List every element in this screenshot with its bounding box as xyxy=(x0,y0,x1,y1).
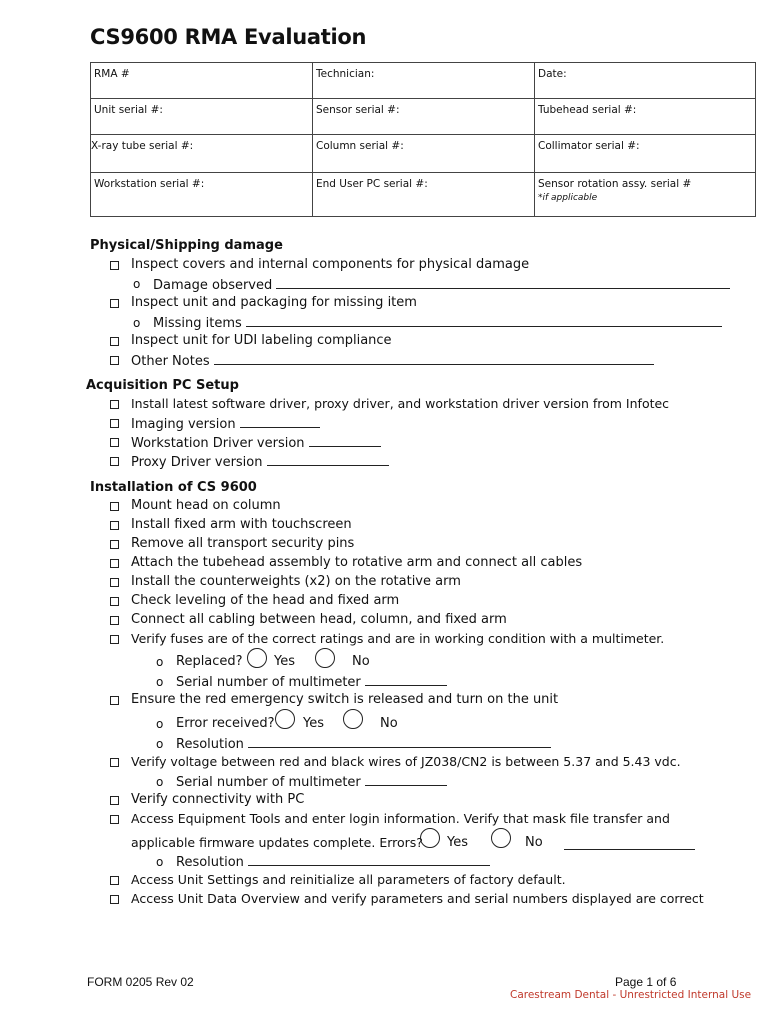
item-inspect-covers: Inspect covers and internal components for physical damage xyxy=(131,257,530,272)
form-number: FORM 0205 Rev 02 xyxy=(87,975,194,989)
proxy-driver-line[interactable] xyxy=(267,453,389,466)
replaced-yes-label: Yes xyxy=(274,654,295,669)
workstation-driver-label: Workstation Driver version xyxy=(131,436,305,451)
classification-label: Carestream Dental - Unrestricted Internal Use xyxy=(510,989,752,1001)
other-notes-field[interactable] xyxy=(131,352,654,369)
date-cell[interactable]: Date: xyxy=(535,63,756,99)
missing-items-field[interactable] xyxy=(153,314,722,331)
imaging-version-label: Imaging version xyxy=(131,417,236,432)
radio-replaced-yes[interactable] xyxy=(247,648,267,668)
item-check-leveling: Check leveling of the head and fixed arm xyxy=(131,593,400,608)
checkbox-emergency-switch[interactable] xyxy=(110,696,119,705)
checkbox-install-counterweights[interactable] xyxy=(110,578,119,587)
resolution-field-1[interactable] xyxy=(176,735,551,752)
item-mount-head: Mount head on column xyxy=(131,498,281,513)
item-access-tools-line1: Access Equipment Tools and enter login information. Verify that mask file transfer and xyxy=(131,811,670,826)
collimator-serial-cell[interactable]: Collimator serial #: xyxy=(535,135,756,173)
resolution-line-2[interactable] xyxy=(248,853,490,866)
technician-cell[interactable]: Technician: xyxy=(313,63,535,99)
xray-tube-serial-cell[interactable]: X-ray tube serial #: xyxy=(91,135,313,173)
multimeter-serial-line-2[interactable] xyxy=(365,773,447,786)
missing-items-label: Missing items xyxy=(153,316,242,331)
checkbox-inspect-covers[interactable] xyxy=(110,261,119,270)
item-install-fixed-arm: Install fixed arm with touchscreen xyxy=(131,517,352,532)
checkbox-verify-voltage[interactable] xyxy=(110,758,119,767)
item-verify-voltage: Verify voltage between red and black wires of JZ038/CN2 is between 5.37 and 5.43 vdc. xyxy=(131,754,681,769)
damage-observed-label: Damage observed xyxy=(153,278,273,293)
radio-errors-no[interactable] xyxy=(491,828,511,848)
checkbox-proxy-driver[interactable] xyxy=(110,457,119,466)
item-remove-pins: Remove all transport security pins xyxy=(131,536,355,551)
column-serial-cell[interactable]: Column serial #: xyxy=(313,135,535,173)
multimeter-serial-label-2: Serial number of multimeter xyxy=(176,775,361,790)
item-udi-labeling: Inspect unit for UDI labeling compliance xyxy=(131,333,392,348)
item-verify-connectivity: Verify connectivity with PC xyxy=(131,792,305,807)
page-number: Page 1 of 6 xyxy=(615,975,677,989)
checkbox-workstation-driver[interactable] xyxy=(110,438,119,447)
checkbox-missing-item[interactable] xyxy=(110,299,119,308)
multimeter-serial-line-1[interactable] xyxy=(365,673,447,686)
radio-error-no[interactable] xyxy=(343,709,363,729)
resolution-line-1[interactable] xyxy=(248,735,551,748)
errors-yes-label: Yes xyxy=(447,835,468,850)
sensor-rotation-label: Sensor rotation assy. serial # xyxy=(538,178,692,190)
resolution-field-2[interactable] xyxy=(176,853,490,870)
item-data-overview: Access Unit Data Overview and verify parameters and serial numbers displayed are correct xyxy=(131,891,704,906)
replaced-label: Replaced? xyxy=(176,654,243,669)
checkbox-install-fixed-arm[interactable] xyxy=(110,521,119,530)
section-heading-physical: Physical/Shipping damage xyxy=(90,238,283,253)
end-user-pc-serial-cell[interactable]: End User PC serial #: xyxy=(313,173,535,217)
sensor-serial-cell[interactable]: Sensor serial #: xyxy=(313,99,535,135)
other-notes-label: Other Notes xyxy=(131,354,210,369)
checkbox-remove-pins[interactable] xyxy=(110,540,119,549)
replaced-no-label: No xyxy=(352,654,370,669)
checkbox-access-tools[interactable] xyxy=(110,815,119,824)
page-title: CS9600 RMA Evaluation xyxy=(90,25,367,49)
workstation-driver-field[interactable] xyxy=(131,434,381,451)
radio-replaced-no[interactable] xyxy=(315,648,335,668)
error-no-label: No xyxy=(380,716,398,731)
checkbox-unit-settings[interactable] xyxy=(110,876,119,885)
bullet-icon: o xyxy=(156,855,164,869)
imaging-version-field[interactable] xyxy=(131,415,320,432)
item-emergency-switch: Ensure the red emergency switch is released and turn on the unit xyxy=(131,692,559,707)
missing-items-line[interactable] xyxy=(246,314,722,327)
proxy-driver-field[interactable] xyxy=(131,453,389,470)
bullet-icon: o xyxy=(133,316,141,330)
item-connect-cabling: Connect all cabling between head, column, and fixed arm xyxy=(131,612,507,627)
error-yes-label: Yes xyxy=(303,716,324,731)
multimeter-serial-label-1: Serial number of multimeter xyxy=(176,675,361,690)
resolution-label-1: Resolution xyxy=(176,737,244,752)
checkbox-attach-tubehead[interactable] xyxy=(110,559,119,568)
checkbox-verify-connectivity[interactable] xyxy=(110,796,119,805)
checkbox-check-leveling[interactable] xyxy=(110,597,119,606)
section-heading-acquisition: Acquisition PC Setup xyxy=(86,378,239,393)
bullet-icon: o xyxy=(156,717,164,731)
radio-errors-yes[interactable] xyxy=(420,828,440,848)
checkbox-connect-cabling[interactable] xyxy=(110,616,119,625)
item-install-counterweights: Install the counterweights (x2) on the rotative arm xyxy=(131,574,461,589)
radio-error-yes[interactable] xyxy=(275,709,295,729)
item-install-drivers: Install latest software driver, proxy driver, and workstation driver version from Infotec xyxy=(131,396,670,411)
bullet-icon: o xyxy=(156,655,164,669)
item-access-tools-line2: applicable firmware updates complete. Errors? xyxy=(131,835,423,850)
tubehead-serial-cell[interactable]: Tubehead serial #: xyxy=(535,99,756,135)
damage-observed-field[interactable] xyxy=(153,276,730,293)
workstation-driver-line[interactable] xyxy=(309,434,381,447)
resolution-label-2: Resolution xyxy=(176,855,244,870)
checkbox-other-notes[interactable] xyxy=(110,356,119,365)
section-heading-installation: Installation of CS 9600 xyxy=(90,480,257,495)
checkbox-imaging-version[interactable] xyxy=(110,419,119,428)
bullet-icon: o xyxy=(133,277,141,291)
item-attach-tubehead: Attach the tubehead assembly to rotative arm and connect all cables xyxy=(131,555,583,570)
bullet-icon: o xyxy=(156,775,164,789)
unit-serial-cell[interactable]: Unit serial #: xyxy=(91,99,313,135)
item-verify-fuses: Verify fuses are of the correct ratings and are in working condition with a multimeter. xyxy=(131,631,665,646)
proxy-driver-label: Proxy Driver version xyxy=(131,455,263,470)
bullet-icon: o xyxy=(156,737,164,751)
errors-no-label: No xyxy=(525,835,543,850)
rma-number-cell[interactable]: RMA # xyxy=(91,63,313,99)
checkbox-mount-head[interactable] xyxy=(110,502,119,511)
errors-note-line[interactable] xyxy=(564,837,695,850)
if-applicable-note: *if applicable xyxy=(538,193,598,203)
bullet-icon: o xyxy=(156,675,164,689)
checkbox-install-drivers[interactable] xyxy=(110,400,119,409)
error-received-label: Error received? xyxy=(176,716,275,731)
imaging-version-line[interactable] xyxy=(240,415,320,428)
other-notes-line[interactable] xyxy=(214,352,654,365)
damage-observed-line[interactable] xyxy=(276,276,730,289)
workstation-serial-cell[interactable]: Workstation serial #: xyxy=(91,173,313,217)
checkbox-verify-fuses[interactable] xyxy=(110,635,119,644)
multimeter-serial-field-1[interactable] xyxy=(176,673,447,690)
item-unit-settings: Access Unit Settings and reinitialize all parameters of factory default. xyxy=(131,872,566,887)
sensor-rotation-serial-cell[interactable] xyxy=(535,173,756,217)
checkbox-udi-labeling[interactable] xyxy=(110,337,119,346)
checkbox-data-overview[interactable] xyxy=(110,895,119,904)
multimeter-serial-field-2[interactable] xyxy=(176,773,447,790)
item-missing-item: Inspect unit and packaging for missing item xyxy=(131,295,417,310)
header-info-table xyxy=(90,62,756,217)
